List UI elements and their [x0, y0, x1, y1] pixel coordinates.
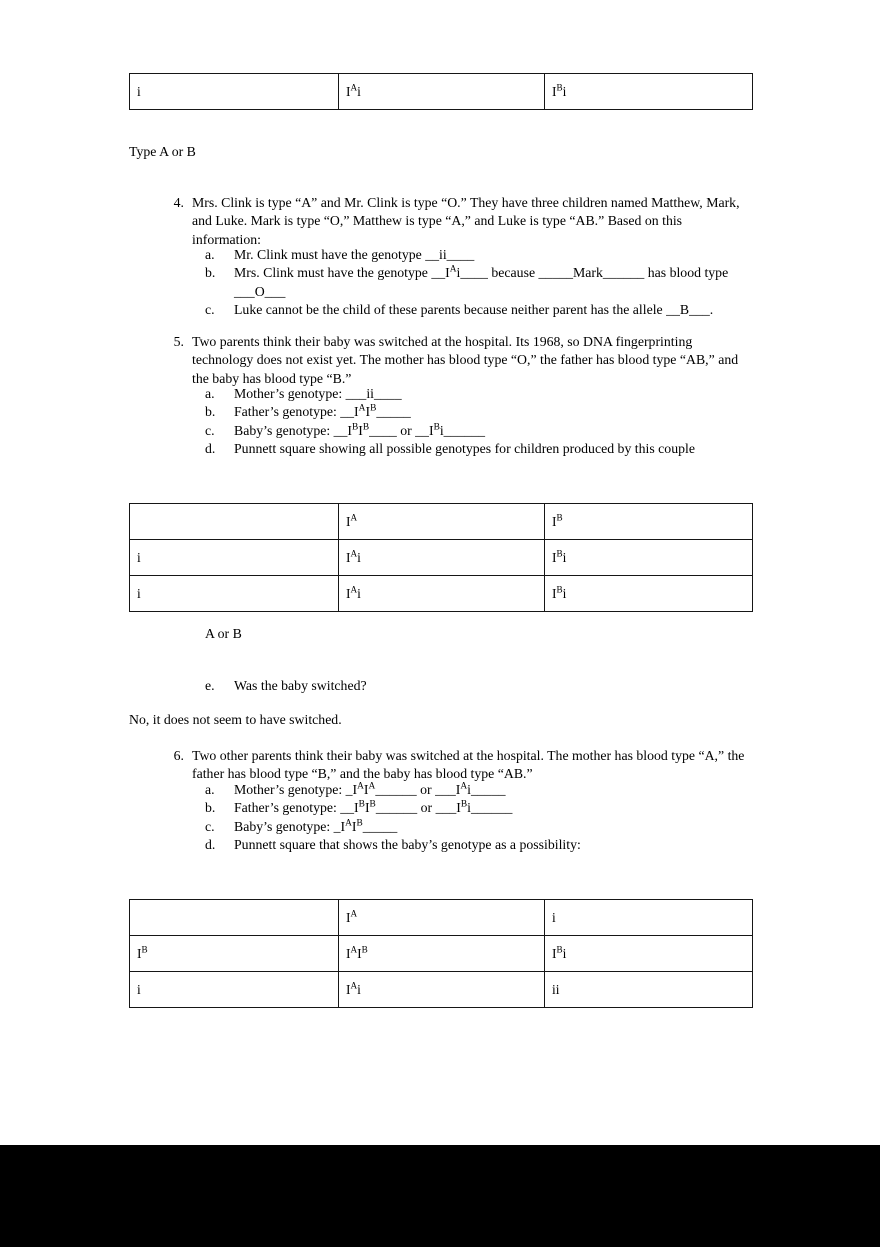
list-item — [205, 246, 765, 264]
answer-line: No, it does not seem to have switched. — [129, 712, 342, 727]
question-5 — [164, 333, 754, 388]
cell-text: i — [552, 909, 556, 925]
cell-text: $I^Bi$ — [552, 584, 567, 601]
superscript: A — [350, 908, 358, 919]
table-row — [130, 972, 753, 1008]
table-cell — [130, 74, 339, 110]
list-marker: b. — [205, 404, 216, 420]
list-item-text: Father’s genotype: $\_\_I^BI^B\_\_\_\_\_\_$ or $\_\_\_I^Bi\_\_\_\_\_\_$ — [234, 799, 513, 816]
page-bottom-band — [0, 1145, 880, 1247]
superscript: B — [556, 584, 563, 595]
superscript: B — [141, 944, 148, 955]
superscript: A — [368, 781, 376, 792]
question-6-sublist — [205, 781, 765, 855]
punnett-square-middle — [129, 503, 753, 612]
list-marker: b. — [205, 265, 216, 281]
cell-text: $I^Bi$ — [552, 82, 567, 99]
superscript: A — [345, 818, 352, 829]
list-item — [205, 799, 765, 817]
superscript: A — [449, 264, 457, 275]
table-cell — [130, 504, 339, 540]
table-cell — [545, 900, 753, 936]
list-marker: c. — [205, 302, 215, 318]
list-item-text: Baby’s genotype: $\_I^AI^B\_\_\_\_\_$ — [234, 818, 398, 834]
superscript: A — [350, 980, 358, 991]
question-5-text: Two parents think their baby was switched at the hospital. Its 1968, so DNA fingerprinting technology does not exist yet. The mother has blood type “O,” the father has blood type “AB,” and the baby has blood type “B.” — [192, 334, 739, 386]
table-cell — [339, 936, 545, 972]
table-cell — [130, 936, 339, 972]
cell-text: ii — [552, 981, 560, 997]
question-6-number: 6. — [173, 748, 184, 763]
cell-text: $I^B$ — [552, 512, 563, 529]
list-item — [205, 836, 765, 854]
list-item-text: Punnett square that shows the baby’s genotype as a possibility: — [234, 837, 581, 853]
superscript: A — [358, 403, 366, 414]
table-cell — [339, 504, 545, 540]
table-cell — [545, 540, 753, 576]
list-item — [205, 264, 765, 301]
cell-text: $I^Ai$ — [346, 584, 361, 601]
list-marker: b. — [205, 800, 216, 816]
punnett-square-bottom — [129, 899, 753, 1008]
superscript: B — [358, 799, 365, 810]
table-row — [130, 900, 753, 936]
table-row — [130, 936, 753, 972]
list-item-text: Mrs. Clink must have the genotype $\_\_I^Ai\_\_\_\_$ because _____Mark______ has blood type ___O___ — [234, 264, 729, 299]
superscript: B — [362, 422, 370, 433]
cell-text: $I^Bi$ — [552, 944, 567, 961]
list-item-text: Punnett square showing all possible genotypes for children produced by this couple — [234, 441, 695, 457]
table-cell — [130, 972, 339, 1008]
table-cell — [545, 972, 753, 1008]
list-item — [205, 422, 765, 440]
superscript: B — [556, 548, 563, 559]
superscript: B — [369, 799, 376, 810]
list-item — [205, 818, 765, 836]
cell-text: $I^A$ — [346, 908, 358, 925]
table-cell — [339, 74, 545, 110]
list-item-text: Luke cannot be the child of these parents because neither parent has the allele __B___. — [234, 302, 714, 318]
table-cell — [130, 576, 339, 612]
table-cell — [339, 540, 545, 576]
list-item — [205, 781, 765, 799]
superscript: B — [556, 944, 563, 955]
table-row — [130, 74, 753, 110]
list-item-text: Father’s genotype: $\_\_I^AI^B\_\_\_\_\_$ — [234, 403, 411, 420]
table-cell — [130, 540, 339, 576]
table-cell — [339, 972, 545, 1008]
superscript: B — [352, 422, 359, 433]
list-marker: c. — [205, 818, 215, 834]
question-6 — [164, 747, 764, 784]
list-marker: d. — [205, 837, 216, 853]
cell-text: $I^Ai$ — [346, 980, 361, 997]
cell-text: $I^Ai$ — [346, 82, 361, 99]
question-5-sublist-e — [205, 677, 605, 695]
list-marker: c. — [205, 422, 215, 438]
list-marker: a. — [205, 386, 215, 401]
list-item — [205, 385, 765, 403]
superscript: B — [433, 422, 440, 433]
question-4-number: 4. — [173, 195, 184, 210]
table-cell — [545, 504, 753, 540]
table-cell — [339, 576, 545, 612]
cell-text: i — [137, 585, 141, 601]
cell-text: $I^AI^B$ — [346, 944, 368, 961]
table-row — [130, 504, 753, 540]
list-item — [205, 301, 765, 319]
superscript: B — [361, 944, 368, 955]
superscript: A — [350, 548, 358, 559]
list-item — [205, 403, 765, 421]
superscript: B — [556, 512, 563, 523]
question-5-number: 5. — [173, 334, 184, 349]
cell-text: i — [137, 549, 141, 565]
punnett-square-top — [129, 73, 753, 110]
list-item-text: Mr. Clink must have the genotype __ii____ — [234, 247, 475, 262]
list-marker: d. — [205, 441, 216, 457]
question-4 — [164, 194, 754, 249]
table-cell — [545, 936, 753, 972]
list-item-text: Mother’s genotype: ___ii____ — [234, 386, 402, 401]
question-6-text: Two other parents think their baby was switched at the hospital. The mother has blood type “A,” the father has blood type “B,” and the baby has blood type “AB.” — [192, 748, 745, 782]
cell-text: $I^A$ — [346, 512, 358, 529]
superscript: B — [370, 403, 377, 414]
table-cell — [339, 900, 545, 936]
a-or-b-label: A or B — [205, 626, 242, 641]
list-marker: a. — [205, 247, 215, 262]
list-item — [205, 677, 605, 695]
table-row — [130, 540, 753, 576]
superscript: A — [350, 584, 358, 595]
superscript: B — [556, 82, 563, 93]
question-5-sublist — [205, 385, 765, 459]
table-cell — [545, 74, 753, 110]
list-item-text: Was the baby switched? — [234, 678, 367, 693]
list-item-text: Baby’s genotype: $\_\_I^BI^B\_\_\_\_$ or $\_\_I^Bi\_\_\_\_\_\_$ — [234, 422, 486, 438]
cell-text: i — [137, 981, 141, 997]
table-row — [130, 576, 753, 612]
superscript: A — [357, 781, 364, 792]
cell-text: $I^B$ — [137, 944, 148, 961]
question-4-text: Mrs. Clink is type “A” and Mr. Clink is type “O.” They have three children named Matthew, Mark, and Luke. Mark is type “O,” Matthew is type “A,” and Luke is type “AB.” Based on this information: — [192, 195, 740, 247]
cell-text: i — [137, 83, 141, 99]
list-marker: a. — [205, 782, 215, 797]
question-4-sublist — [205, 246, 765, 320]
superscript: A — [350, 512, 358, 523]
superscript: B — [460, 799, 468, 810]
list-item — [205, 440, 765, 458]
superscript: A — [350, 944, 358, 955]
cell-text: $I^Ai$ — [346, 548, 361, 565]
cell-text: $I^Bi$ — [552, 548, 567, 565]
table-cell — [130, 900, 339, 936]
list-marker: e. — [205, 678, 215, 693]
superscript: A — [460, 781, 468, 792]
superscript: B — [356, 818, 363, 829]
superscript: A — [350, 82, 358, 93]
type-a-or-b-label: Type A or B — [129, 144, 196, 159]
list-item-text: Mother’s genotype: $\_I^AI^A\_\_\_\_\_\_$ or $\_\_\_I^Ai\_\_\_\_\_$ — [234, 781, 506, 797]
table-cell — [545, 576, 753, 612]
